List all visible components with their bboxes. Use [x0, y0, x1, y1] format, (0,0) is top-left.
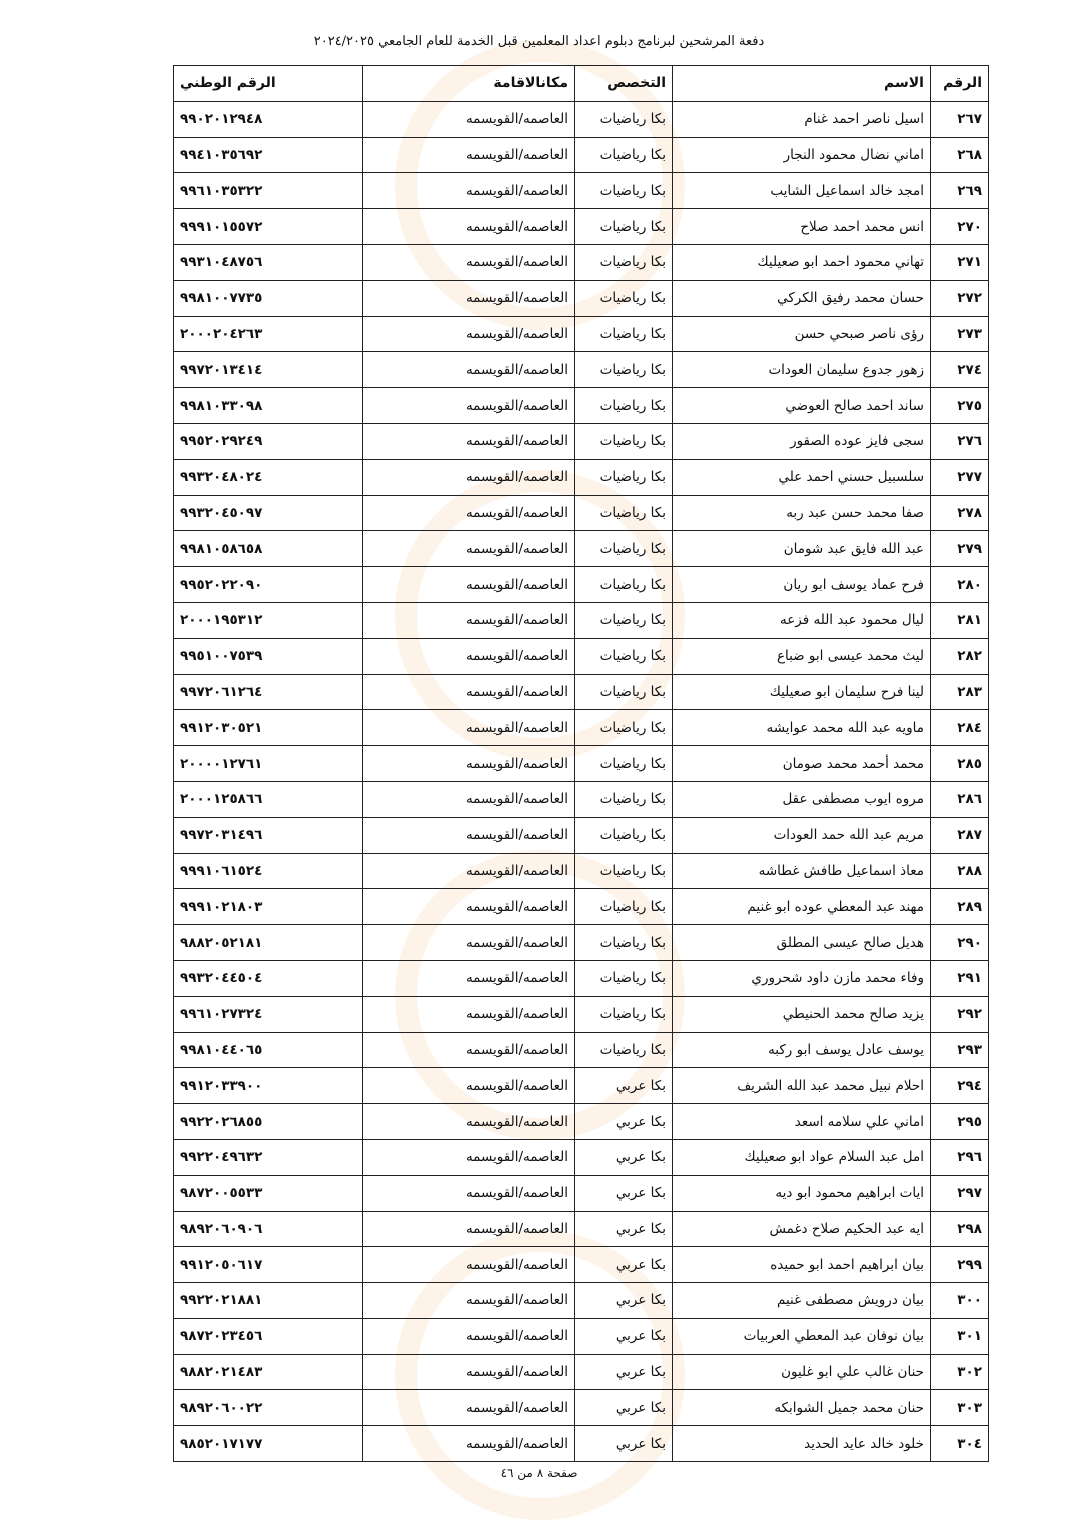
cell-residence: العاصمه/القويسمه	[363, 1426, 575, 1462]
table-row	[174, 1175, 989, 1211]
table-row	[174, 1032, 989, 1068]
cell-number: ٢٩٥	[931, 1104, 989, 1140]
table-row	[174, 925, 989, 961]
cell-name: سجى فايز عوده الصقور	[673, 423, 931, 459]
cell-specialization: بكا رياضيات	[575, 889, 673, 925]
table-row	[174, 638, 989, 674]
table-row	[174, 1139, 989, 1175]
table-row	[174, 1283, 989, 1319]
cell-number: ٢٦٧	[931, 101, 989, 137]
cell-number: ٣٠٣	[931, 1390, 989, 1426]
cell-specialization: بكا رياضيات	[575, 459, 673, 495]
cell-number: ٢٩٨	[931, 1211, 989, 1247]
cell-residence: العاصمه/القويسمه	[363, 459, 575, 495]
cell-specialization: بكا رياضيات	[575, 996, 673, 1032]
cell-name: انس محمد احمد صلاح	[673, 209, 931, 245]
cell-national-id: ٩٩٥٢٠٢٢٠٩٠	[174, 567, 363, 603]
table-row	[174, 101, 989, 137]
cell-specialization: بكا رياضيات	[575, 602, 673, 638]
cell-national-id: ٩٨٥٢٠١٧١٧٧	[174, 1426, 363, 1462]
table-row	[174, 960, 989, 996]
cell-name: بيان ابراهيم احمد ابو حميده	[673, 1247, 931, 1283]
table-row	[174, 996, 989, 1032]
cell-national-id: ٩٩٥١٠٠٧٥٣٩	[174, 638, 363, 674]
cell-residence: العاصمه/القويسمه	[363, 960, 575, 996]
table-row	[174, 710, 989, 746]
cell-name: احلام نبيل محمد عبد الله الشريف	[673, 1068, 931, 1104]
cell-specialization: بكا رياضيات	[575, 137, 673, 173]
cell-number: ٣٠١	[931, 1318, 989, 1354]
cell-name: مروه ايوب مصطفى عقل	[673, 781, 931, 817]
cell-residence: العاصمه/القويسمه	[363, 1104, 575, 1140]
cell-specialization: بكا عربي	[575, 1175, 673, 1211]
cell-residence: العاصمه/القويسمه	[363, 137, 575, 173]
cell-specialization: بكا عربي	[575, 1139, 673, 1175]
cell-specialization: بكا رياضيات	[575, 638, 673, 674]
cell-national-id: ٩٩١٢٠٥٠٦١٧	[174, 1247, 363, 1283]
header-national-id: الرقم الوطني	[174, 66, 363, 102]
cell-specialization: بكا عربي	[575, 1068, 673, 1104]
cell-name: حسان محمد رفيق الكركي	[673, 280, 931, 316]
cell-specialization: بكا رياضيات	[575, 388, 673, 424]
cell-number: ٢٩٣	[931, 1032, 989, 1068]
cell-residence: العاصمه/القويسمه	[363, 244, 575, 280]
table-row	[174, 1426, 989, 1462]
cell-residence: العاصمه/القويسمه	[363, 889, 575, 925]
cell-specialization: بكا رياضيات	[575, 746, 673, 782]
cell-residence: العاصمه/القويسمه	[363, 1068, 575, 1104]
cell-specialization: بكا رياضيات	[575, 209, 673, 245]
cell-national-id: ٩٩٣٢٠٤٨٠٢٤	[174, 459, 363, 495]
cell-name: يزيد صالح محمد الحنيطي	[673, 996, 931, 1032]
header-name: الاسم	[673, 66, 931, 102]
cell-number: ٢٨٢	[931, 638, 989, 674]
cell-name: تهاني محمود احمد ابو صعيليك	[673, 244, 931, 280]
cell-residence: العاصمه/القويسمه	[363, 1032, 575, 1068]
cell-number: ٣٠٢	[931, 1354, 989, 1390]
table-header-row	[174, 66, 989, 102]
table-row	[174, 889, 989, 925]
cell-number: ٣٠٤	[931, 1426, 989, 1462]
cell-number: ٢٨١	[931, 602, 989, 638]
cell-residence: العاصمه/القويسمه	[363, 495, 575, 531]
table-row	[174, 567, 989, 603]
cell-national-id: ٩٩٣٢٠٤٤٥٠٤	[174, 960, 363, 996]
cell-name: خلود خالد عايد الحديد	[673, 1426, 931, 1462]
cell-national-id: ٩٩٤١٠٣٥٦٩٢	[174, 137, 363, 173]
cell-residence: العاصمه/القويسمه	[363, 602, 575, 638]
cell-national-id: ٩٩٣١٠٤٨٧٥٦	[174, 244, 363, 280]
cell-name: اماني علي سلامه اسعد	[673, 1104, 931, 1140]
table-row	[174, 1354, 989, 1390]
cell-name: صفا محمد حسن عبد ربه	[673, 495, 931, 531]
cell-name: امل عبد السلام عواد ابو صعيليك	[673, 1139, 931, 1175]
cell-residence: العاصمه/القويسمه	[363, 1247, 575, 1283]
cell-national-id: ٩٨٩٢٠٦٠٠٢٢	[174, 1390, 363, 1426]
cell-name: وفاء محمد مازن داود شحروري	[673, 960, 931, 996]
cell-national-id: ٢٠٠٠١٢٥٨٦٦	[174, 781, 363, 817]
cell-name: امجد خالد اسماعيل الشايب	[673, 173, 931, 209]
cell-national-id: ٩٩٠٢٠١٢٩٤٨	[174, 101, 363, 137]
cell-name: مريم عبد الله حمد العودات	[673, 817, 931, 853]
cell-number: ٢٩٧	[931, 1175, 989, 1211]
cell-number: ٢٦٩	[931, 173, 989, 209]
cell-name: لينا فرح سليمان ابو صعيليك	[673, 674, 931, 710]
cell-national-id: ٩٩٥٢٠٢٩٢٤٩	[174, 423, 363, 459]
cell-number: ٢٧١	[931, 244, 989, 280]
table-row	[174, 209, 989, 245]
table-row	[174, 316, 989, 352]
cell-specialization: بكا عربي	[575, 1283, 673, 1319]
cell-specialization: بكا رياضيات	[575, 316, 673, 352]
cell-name: مهند عبد المعطي عوده ابو غنيم	[673, 889, 931, 925]
cell-number: ٢٩٤	[931, 1068, 989, 1104]
cell-name: ليث محمد عيسى ابو ضباع	[673, 638, 931, 674]
cell-residence: العاصمه/القويسمه	[363, 1283, 575, 1319]
cell-national-id: ٩٩٢٢٠٢٦٨٥٥	[174, 1104, 363, 1140]
cell-specialization: بكا رياضيات	[575, 674, 673, 710]
table-row	[174, 244, 989, 280]
cell-number: ٢٩٢	[931, 996, 989, 1032]
cell-residence: العاصمه/القويسمه	[363, 638, 575, 674]
cell-residence: العاصمه/القويسمه	[363, 209, 575, 245]
cell-name: رؤى ناصر صبحي حسن	[673, 316, 931, 352]
cell-number: ٢٩٩	[931, 1247, 989, 1283]
cell-residence: العاصمه/القويسمه	[363, 423, 575, 459]
header-number: الرقم	[931, 66, 989, 102]
cell-name: ساند احمد صالح العوضي	[673, 388, 931, 424]
table-row	[174, 1068, 989, 1104]
table-row	[174, 817, 989, 853]
cell-national-id: ٩٩٢٢٠٢١٨٨١	[174, 1283, 363, 1319]
cell-residence: العاصمه/القويسمه	[363, 531, 575, 567]
cell-specialization: بكا رياضيات	[575, 817, 673, 853]
table-row	[174, 173, 989, 209]
cell-specialization: بكا رياضيات	[575, 423, 673, 459]
cell-specialization: بكا رياضيات	[575, 853, 673, 889]
table-row	[174, 388, 989, 424]
cell-number: ٢٧٠	[931, 209, 989, 245]
cell-number: ٢٨٣	[931, 674, 989, 710]
table-row	[174, 1390, 989, 1426]
cell-number: ٢٨٦	[931, 781, 989, 817]
table-row	[174, 853, 989, 889]
cell-specialization: بكا عربي	[575, 1390, 673, 1426]
cell-number: ٢٧٤	[931, 352, 989, 388]
cell-national-id: ٩٩٩١٠٢١٨٠٣	[174, 889, 363, 925]
cell-number: ٣٠٠	[931, 1283, 989, 1319]
cell-specialization: بكا رياضيات	[575, 244, 673, 280]
cell-residence: العاصمه/القويسمه	[363, 1211, 575, 1247]
cell-number: ٢٧٣	[931, 316, 989, 352]
cell-specialization: بكا رياضيات	[575, 567, 673, 603]
table-row	[174, 531, 989, 567]
cell-number: ٢٦٨	[931, 137, 989, 173]
cell-residence: العاصمه/القويسمه	[363, 1354, 575, 1390]
cell-name: بيان نوفان عبد المعطي العربيات	[673, 1318, 931, 1354]
cell-national-id: ٩٨٨٢٠٥٢١٨١	[174, 925, 363, 961]
cell-name: فرح عماد يوسف ابو ريان	[673, 567, 931, 603]
cell-name: حنان غالب علي ابو غليون	[673, 1354, 931, 1390]
cell-number: ٢٩٦	[931, 1139, 989, 1175]
cell-national-id: ٩٩٩١٠٦١٥٢٤	[174, 853, 363, 889]
cell-number: ٢٨٠	[931, 567, 989, 603]
table-row	[174, 1247, 989, 1283]
cell-specialization: بكا عربي	[575, 1426, 673, 1462]
cell-number: ٢٧٥	[931, 388, 989, 424]
cell-residence: العاصمه/القويسمه	[363, 101, 575, 137]
table-row	[174, 746, 989, 782]
cell-name: ليال محمود عبد الله فزعه	[673, 602, 931, 638]
cell-specialization: بكا عربي	[575, 1104, 673, 1140]
cell-national-id: ٩٩٨١٠٥٨٦٥٨	[174, 531, 363, 567]
cell-residence: العاصمه/القويسمه	[363, 996, 575, 1032]
cell-specialization: بكا رياضيات	[575, 960, 673, 996]
cell-national-id: ٩٩١٢٠٣٠٥٢١	[174, 710, 363, 746]
table-row	[174, 674, 989, 710]
cell-residence: العاصمه/القويسمه	[363, 1390, 575, 1426]
cell-national-id: ٩٨٩٢٠٦٠٩٠٦	[174, 1211, 363, 1247]
cell-specialization: بكا رياضيات	[575, 173, 673, 209]
cell-name: سلسبيل حسني احمد علي	[673, 459, 931, 495]
cell-national-id: ٩٩٧٢٠٣١٤٩٦	[174, 817, 363, 853]
cell-national-id: ٢٠٠٠١٩٥٣١٢	[174, 602, 363, 638]
cell-number: ٢٨٧	[931, 817, 989, 853]
table-row	[174, 495, 989, 531]
cell-residence: العاصمه/القويسمه	[363, 173, 575, 209]
cell-national-id: ٢٠٠٠٠١٢٧٦١	[174, 746, 363, 782]
cell-number: ٢٧٦	[931, 423, 989, 459]
cell-specialization: بكا رياضيات	[575, 531, 673, 567]
table-row	[174, 1104, 989, 1140]
cell-residence: العاصمه/القويسمه	[363, 746, 575, 782]
cell-national-id: ٩٨٧٢٠٠٥٥٣٣	[174, 1175, 363, 1211]
cell-name: ايه عبد الحكيم صلاح دغمش	[673, 1211, 931, 1247]
cell-number: ٢٧٩	[931, 531, 989, 567]
cell-residence: العاصمه/القويسمه	[363, 1175, 575, 1211]
header-specialization: التخصص	[575, 66, 673, 102]
cell-name: هديل صالح عيسى المطلق	[673, 925, 931, 961]
cell-name: محمد أحمد محمد صومان	[673, 746, 931, 782]
cell-residence: العاصمه/القويسمه	[363, 674, 575, 710]
cell-specialization: بكا رياضيات	[575, 1032, 673, 1068]
table-row	[174, 1211, 989, 1247]
cell-national-id: ٩٩٨١٠٣٣٠٩٨	[174, 388, 363, 424]
cell-specialization: بكا رياضيات	[575, 352, 673, 388]
cell-specialization: بكا رياضيات	[575, 925, 673, 961]
cell-residence: العاصمه/القويسمه	[363, 388, 575, 424]
header-residence: مكانالاقامة	[363, 66, 575, 102]
cell-specialization: بكا رياضيات	[575, 101, 673, 137]
page-number: صفحة ٨ من ٤٦	[500, 1466, 578, 1480]
cell-national-id: ٩٩٦١٠٣٥٣٢٢	[174, 173, 363, 209]
cell-name: عبد الله فايق عبد شومان	[673, 531, 931, 567]
cell-residence: العاصمه/القويسمه	[363, 1318, 575, 1354]
table-row	[174, 137, 989, 173]
cell-number: ٢٩١	[931, 960, 989, 996]
cell-national-id: ٩٩٩١٠١٥٥٧٢	[174, 209, 363, 245]
cell-number: ٢٨٩	[931, 889, 989, 925]
cell-national-id: ٩٩١٢٠٣٣٩٠٠	[174, 1068, 363, 1104]
cell-residence: العاصمه/القويسمه	[363, 316, 575, 352]
cell-national-id: ٢٠٠٠٢٠٤٢٦٣	[174, 316, 363, 352]
cell-residence: العاصمه/القويسمه	[363, 710, 575, 746]
cell-number: ٢٨٨	[931, 853, 989, 889]
cell-national-id: ٩٩٦١٠٢٧٣٢٤	[174, 996, 363, 1032]
cell-number: ٢٧٨	[931, 495, 989, 531]
cell-number: ٢٧٢	[931, 280, 989, 316]
cell-national-id: ٩٩٧٢٠٦١٢٦٤	[174, 674, 363, 710]
cell-national-id: ٩٩٨١٠٠٧٧٣٥	[174, 280, 363, 316]
cell-name: ماويه عبد الله محمد عوايشه	[673, 710, 931, 746]
cell-national-id: ٩٩٧٢٠١٣٤١٤	[174, 352, 363, 388]
cell-name: حنان محمد جميل الشوابكه	[673, 1390, 931, 1426]
cell-residence: العاصمه/القويسمه	[363, 925, 575, 961]
cell-national-id: ٩٩٣٢٠٤٥٠٩٧	[174, 495, 363, 531]
cell-name: يوسف عادل يوسف ابو ركبه	[673, 1032, 931, 1068]
table-row	[174, 602, 989, 638]
candidates-table	[173, 65, 989, 1462]
cell-name: زهور جدوع سليمان العودات	[673, 352, 931, 388]
cell-specialization: بكا رياضيات	[575, 280, 673, 316]
table-row	[174, 459, 989, 495]
cell-number: ٢٨٥	[931, 746, 989, 782]
cell-specialization: بكا رياضيات	[575, 495, 673, 531]
cell-national-id: ٩٨٧٢٠٢٣٤٥٦	[174, 1318, 363, 1354]
cell-national-id: ٩٩٢٢٠٤٩٦٣٢	[174, 1139, 363, 1175]
table-row	[174, 781, 989, 817]
cell-specialization: بكا عربي	[575, 1247, 673, 1283]
cell-name: بيان درويش مصطفى غنيم	[673, 1283, 931, 1319]
cell-specialization: بكا عربي	[575, 1354, 673, 1390]
cell-name: معاذ اسماعيل طافش غطاشه	[673, 853, 931, 889]
table-row	[174, 1318, 989, 1354]
cell-number: ٢٧٧	[931, 459, 989, 495]
cell-residence: العاصمه/القويسمه	[363, 280, 575, 316]
cell-national-id: ٩٩٨١٠٤٤٠٦٥	[174, 1032, 363, 1068]
cell-name: اماني نضال محمود النجار	[673, 137, 931, 173]
document-title: دفعة المرشحين لبرنامج دبلوم اعداد المعلمين قبل الخدمة للعام الجامعي ٢٠٢٤/٢٠٢٥	[313, 34, 765, 49]
cell-residence: العاصمه/القويسمه	[363, 352, 575, 388]
table-row	[174, 280, 989, 316]
cell-specialization: بكا رياضيات	[575, 781, 673, 817]
cell-residence: العاصمه/القويسمه	[363, 853, 575, 889]
cell-specialization: بكا عربي	[575, 1211, 673, 1247]
cell-residence: العاصمه/القويسمه	[363, 817, 575, 853]
cell-name: ايات ابراهيم محمود ابو ديه	[673, 1175, 931, 1211]
cell-residence: العاصمه/القويسمه	[363, 1139, 575, 1175]
cell-residence: العاصمه/القويسمه	[363, 567, 575, 603]
cell-specialization: بكا رياضيات	[575, 710, 673, 746]
table-row	[174, 352, 989, 388]
cell-specialization: بكا عربي	[575, 1318, 673, 1354]
cell-number: ٢٩٠	[931, 925, 989, 961]
cell-number: ٢٨٤	[931, 710, 989, 746]
table-row	[174, 423, 989, 459]
cell-residence: العاصمه/القويسمه	[363, 781, 575, 817]
cell-name: اسيل ناصر احمد غنام	[673, 101, 931, 137]
cell-national-id: ٩٨٨٢٠٢١٤٨٣	[174, 1354, 363, 1390]
